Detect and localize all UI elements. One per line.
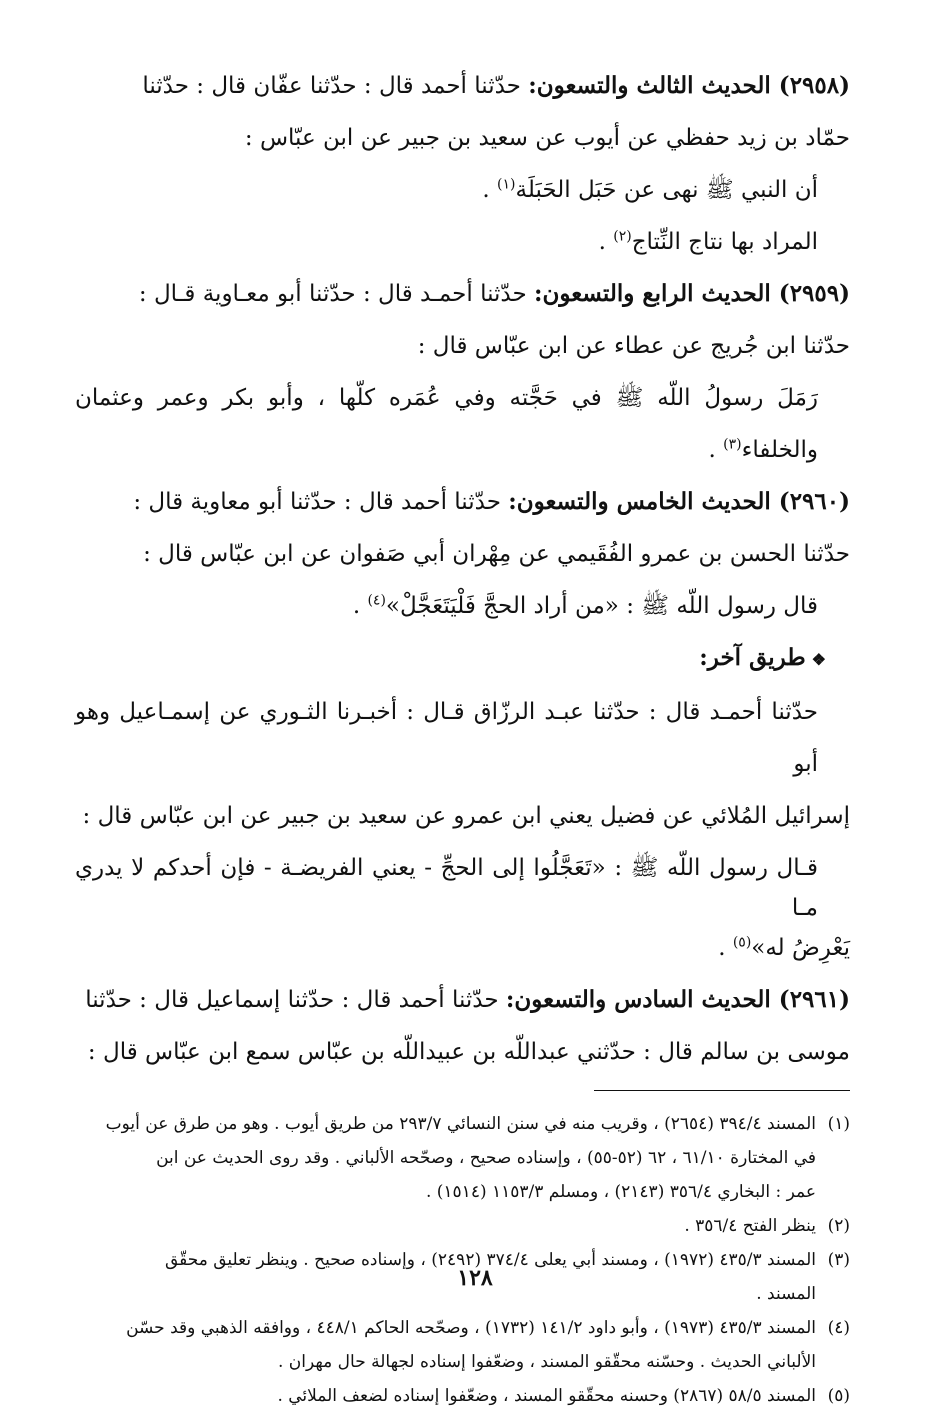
hadith-2959-isnad-line1: حدّثنا أحمـد قال : حدّثنا أبو معـاوية قـال : — [138, 281, 535, 307]
footnotes — [75, 1107, 850, 1413]
hadith-2961-isnad-line2: موسى بن سالم قال : حدّثني عبداللّه بن عبيداللّه بن عبّاس سمع ابن عبّاس قال : — [87, 1039, 850, 1065]
footnote-3-line1: المسند ٤٣٥/٣ (١٩٧٢) ، ومسند أبي يعلى ٣٧٤/٤ (٢٤٩٢) ، وإسناده صحيح . وينظر تعليق محقّق — [164, 1250, 816, 1270]
hadith-2960-isnad — [75, 476, 850, 580]
another-route-isnad-line1: حدّثنا أحمـد قال : حدّثنا عبـد الرزّاق قـال : أخبـرنا الثـوري عن إسمـاعيل وهو أبو — [75, 699, 818, 777]
page-number: ١٢٨ — [457, 1265, 493, 1291]
footnote-divider — [594, 1090, 850, 1091]
footnote-2 — [75, 1209, 850, 1243]
footnote-1-line3: عمر : البخاري ٣٥٦/٤ (٢١٤٣) ، ومسلم ١١٥٣/٣ (١٥١٤) . — [425, 1182, 816, 1202]
another-route-matn — [75, 848, 850, 928]
footnote-ref-5: (٥) — [732, 934, 752, 951]
hadith-2959-isnad — [75, 268, 850, 372]
hadith-2958-isnad-line1: حدّثنا أحمد قال : حدّثنا عفّان قال : حدّثنا — [142, 73, 529, 99]
hadith-2959-isnad-line2: حدّثنا ابن جُريج عن عطاء عن ابن عبّاس قال : — [417, 333, 850, 359]
footnote-1-line2: في المختارة ٦١/١٠ ، ٦٢ (٥٢-٥٥) ، وإسناده صحيح ، وصحّحه الألباني . وقد روى الحديث عن ابن — [156, 1148, 816, 1168]
hadith-2961-isnad-line1: حدّثنا أحمد قال : حدّثنا إسماعيل قال : حدّثنا — [85, 987, 506, 1013]
another-route-isnad-cont — [75, 790, 850, 842]
hadith-2959-matn-text: رَمَلَ رسولُ اللّه ﷺ في حَجَّته وفي عُمَره كلّها ، وأبو بكر وعمر وعثمان والخلفاء — [75, 385, 818, 463]
footnote-5-line1: المسند ٥٨/٥ (٢٨٦٧) وحسنه محقّقو المسند ، وضعّفوا إسناده لضعف الملائي . — [277, 1386, 816, 1406]
footnote-2-line1: ينظر الفتح ٣٥٦/٤ . — [684, 1216, 816, 1236]
footnote-3-line2: المسند . — [756, 1284, 816, 1304]
footnote-ref-4: (٤) — [367, 592, 386, 609]
hadith-2958-matn-text: أن النبي ﷺ نهى عن حَبَل الحَبَلَة — [515, 177, 818, 203]
footnote-1 — [75, 1107, 850, 1209]
hadith-2958-explain-text: المراد بها نتاج النِّتاج — [631, 229, 818, 255]
footnote-5-number: (٥) — [827, 1386, 850, 1406]
footnote-1-line1: المسند ٣٩٤/٤ (٢٦٥٤) ، وقريب منه في سنن النسائي ٢٩٣/٧ من طريق أيوب . وهو من طرق عن أيوب — [105, 1114, 816, 1134]
hadith-2958-matn-end: . — [482, 177, 498, 203]
diamond-bullet-icon: ❖ — [811, 650, 826, 669]
hadith-2961-isnad — [75, 974, 850, 1078]
footnote-2-number: (٢) — [827, 1216, 850, 1236]
hadith-2960-matn-text: قال رسول اللّه ﷺ : «من أراد الحجَّ فَلْيَتَعَجَّلْ» — [385, 593, 818, 619]
footnote-1-number: (١) — [827, 1114, 850, 1134]
footnote-4 — [75, 1311, 850, 1379]
another-route-isnad-line2: إسرائيل المُلائي عن فضيل يعني ابن عمرو عن سعيد بن جبير عن ابن عبّاس قال : — [82, 803, 850, 829]
another-route-isnad — [75, 686, 850, 790]
footnote-4-number: (٤) — [827, 1318, 850, 1338]
another-route-heading — [75, 632, 850, 686]
footnote-4-line2: الألباني الحديث . وحسّنه محقّقو المسند ، وضعّفوا إسناده لجهالة حال مهران . — [277, 1352, 816, 1372]
hadith-2958-isnad — [75, 60, 850, 164]
footnote-ref-3: (٣) — [723, 436, 742, 453]
footnote-ref-2: (٢) — [613, 228, 632, 245]
hadith-2960-heading: (٢٩٦٠) الحديث الخامس والتسعون: — [508, 488, 850, 515]
another-route-title: طريق آخر: — [699, 644, 806, 671]
hadith-2958-explanation — [75, 216, 850, 268]
hadith-2958-heading: (٢٩٥٨) الحديث الثالث والتسعون: — [528, 72, 850, 99]
hadith-2960-isnad-line1: حدّثنا أحمد قال : حدّثنا أبو معاوية قال : — [133, 489, 509, 515]
hadith-2961-heading: (٢٩٦١) الحديث السادس والتسعون: — [505, 986, 850, 1013]
hadith-2959-heading: (٢٩٥٩) الحديث الرابع والتسعون: — [534, 280, 850, 307]
another-route-matn-line1: قـال رسول اللّه ﷺ : «تَعَجَّلُوا إلى الحجِّ - يعني الفريضـة - فإن أحدكم لا يدري مـا — [75, 855, 818, 921]
hadith-2958-explain-end: . — [598, 229, 614, 255]
hadith-2960-matn — [75, 580, 850, 632]
footnote-4-line1: المسند ٤٣٥/٣ (١٩٧٣) ، وأبو داود ١٤١/٢ (١٧٣٢) ، وصحّحه الحاكم ٤٤٨/١ ، ووافقه الذهبي وقد حسّن — [126, 1318, 816, 1338]
hadith-2960-matn-end: . — [352, 593, 368, 619]
another-route-matn-line2: يَعْرِضُ له» — [751, 935, 850, 961]
hadith-2958-isnad-line2: حمّاد بن زيد حفظي عن أيوب عن سعيد بن جبير عن ابن عبّاس : — [244, 125, 850, 151]
footnote-3-number: (٣) — [827, 1250, 850, 1270]
hadith-2959-matn — [75, 372, 850, 476]
hadith-2958-matn — [75, 164, 850, 216]
page-body — [75, 60, 850, 1406]
another-route-matn-end: . — [718, 935, 733, 961]
hadith-2960-isnad-line2: حدّثنا الحسن بن عمرو الفُقَيمي عن مِهْران أبي صَفوان عن ابن عبّاس قال : — [143, 541, 850, 567]
hadith-2959-matn-end: . — [708, 437, 724, 463]
footnote-ref-1: (١) — [497, 176, 516, 193]
another-route-matn-cont — [75, 928, 850, 968]
footnote-5 — [75, 1379, 850, 1413]
